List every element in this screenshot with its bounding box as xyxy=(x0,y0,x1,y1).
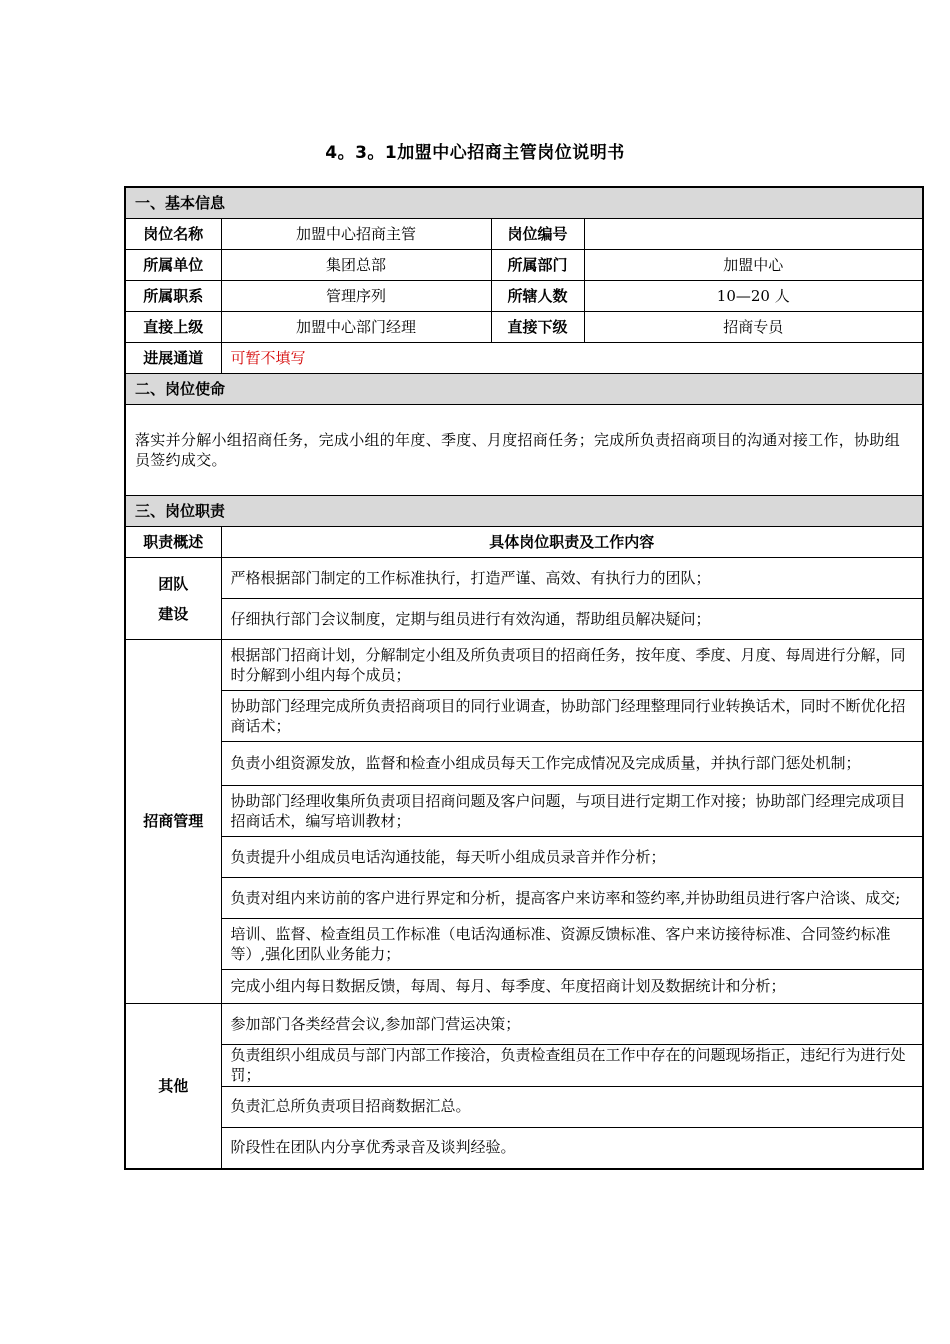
page-title: 4。3。1加盟中心招商主管岗位说明书 xyxy=(325,143,625,163)
duty-item: 阶段性在团队内分享优秀录音及谈判经验。 xyxy=(221,1127,923,1169)
section-duties xyxy=(125,496,923,527)
duty-item: 完成小组内每日数据反馈，每周、每月、每季度、年度招商计划及数据统计和分析； xyxy=(221,970,923,1004)
field-label: 所属部门 xyxy=(491,250,584,281)
duty-row xyxy=(125,970,923,1004)
duty-row xyxy=(125,1004,923,1045)
duty-row xyxy=(125,691,923,742)
duty-item: 严格根据部门制定的工作标准执行，打造严谨、高效、有执行力的团队； xyxy=(221,558,923,599)
field-value xyxy=(584,219,923,250)
duty-row xyxy=(125,1045,923,1087)
duty-item: 根据部门招商计划，分解制定小组及所负责项目的招商任务，按年度、季度、月度、每周进行分解，同时分解到小组内每个成员； xyxy=(221,640,923,691)
duty-row xyxy=(125,1127,923,1169)
info-row xyxy=(125,250,923,281)
section-heading: 一、基本信息 xyxy=(125,187,923,219)
section-heading: 二、岗位使命 xyxy=(125,374,923,405)
duty-item: 协助部门经理完成所负责招商项目的同行业调查，协助部门经理整理同行业转换话术，同时不断优化招商话术； xyxy=(221,691,923,742)
duty-category-label: 团队建设 xyxy=(158,574,189,623)
duty-row xyxy=(125,837,923,878)
duty-item: 负责提升小组成员电话沟通技能，每天听小组成员录音并作分析； xyxy=(221,837,923,878)
field-label: 所辖人数 xyxy=(491,281,584,312)
field-value: 集团总部 xyxy=(221,250,491,281)
field-value: 加盟中心部门经理 xyxy=(221,312,491,343)
duty-row xyxy=(125,878,923,919)
duty-row xyxy=(125,558,923,599)
field-label: 所属职系 xyxy=(125,281,221,312)
duty-item: 参加部门各类经营会议,参加部门营运决策； xyxy=(221,1004,923,1045)
field-label: 岗位名称 xyxy=(125,219,221,250)
field-value: 加盟中心招商主管 xyxy=(221,219,491,250)
duty-row xyxy=(125,786,923,837)
mission-row xyxy=(125,405,923,496)
job-description-table xyxy=(124,186,924,1170)
duty-row xyxy=(125,1086,923,1127)
duty-category xyxy=(125,558,221,640)
section-mission xyxy=(125,374,923,405)
column-header: 职责概述 xyxy=(125,527,221,558)
duty-row xyxy=(125,599,923,640)
field-label: 岗位编号 xyxy=(491,219,584,250)
info-row xyxy=(125,312,923,343)
field-label: 直接上级 xyxy=(125,312,221,343)
duty-item: 负责小组资源发放，监督和检查小组成员每天工作完成情况及完成质量，并执行部门惩处机制； xyxy=(221,742,923,786)
info-row xyxy=(125,281,923,312)
duty-category: 其他 xyxy=(125,1004,221,1169)
section-basic-info xyxy=(125,187,923,219)
duties-header-row xyxy=(125,527,923,558)
field-value: 管理序列 xyxy=(221,281,491,312)
column-header: 具体岗位职责及工作内容 xyxy=(221,527,923,558)
field-value: 加盟中心 xyxy=(584,250,923,281)
duty-item: 协助部门经理收集所负责项目招商问题及客户问题，与项目进行定期工作对接；协助部门经理完成项目招商话术，编写培训教材； xyxy=(221,786,923,837)
duty-row xyxy=(125,742,923,786)
section-heading: 三、岗位职责 xyxy=(125,496,923,527)
field-value: 招商专员 xyxy=(584,312,923,343)
duty-item: 负责组织小组成员与部门内部工作接洽，负责检查组员在工作中存在的问题现场指正，违纪行为进行处罚； xyxy=(221,1045,923,1087)
duty-row xyxy=(125,640,923,691)
info-row xyxy=(125,219,923,250)
field-label: 所属单位 xyxy=(125,250,221,281)
field-value: 10—20 人 xyxy=(584,281,923,312)
field-label: 进展通道 xyxy=(125,343,221,374)
duty-row xyxy=(125,919,923,970)
info-row-progress xyxy=(125,343,923,374)
duty-item: 负责汇总所负责项目招商数据汇总。 xyxy=(221,1086,923,1127)
duty-item: 仔细执行部门会议制度，定期与组员进行有效沟通，帮助组员解决疑问； xyxy=(221,599,923,640)
duty-category: 招商管理 xyxy=(125,640,221,1004)
progress-note: 可暂不填写 xyxy=(221,343,923,374)
duty-item: 负责对组内来访前的客户进行界定和分析，提高客户来访率和签约率,并协助组员进行客户洽谈、成交; xyxy=(221,878,923,919)
duty-item: 培训、监督、检查组员工作标准（电话沟通标准、资源反馈标准、客户来访接待标准、合同签约标准等）,强化团队业务能力； xyxy=(221,919,923,970)
field-label: 直接下级 xyxy=(491,312,584,343)
mission-text: 落实并分解小组招商任务，完成小组的年度、季度、月度招商任务；完成所负责招商项目的沟通对接工作，协助组员签约成交。 xyxy=(125,405,923,496)
